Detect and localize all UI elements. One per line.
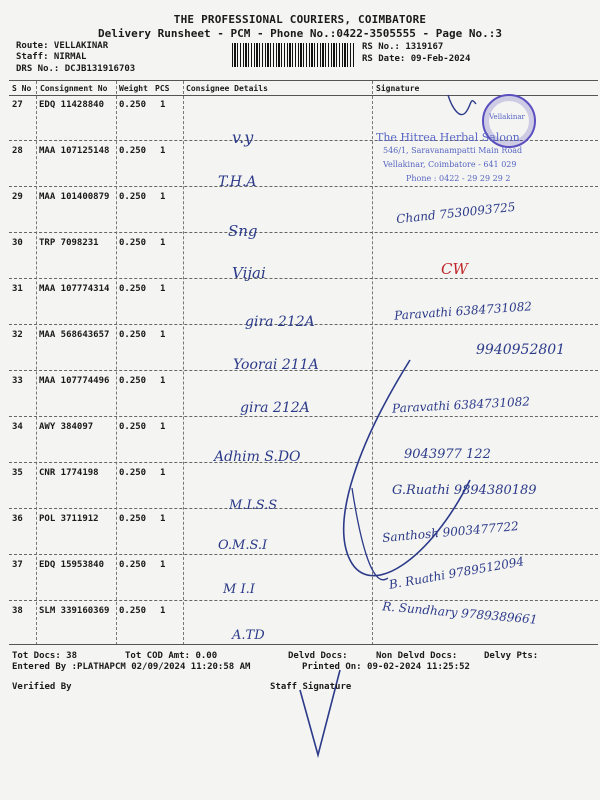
verified-by: Verified By [12, 682, 72, 692]
handwritten-signature: 9043977 122 [404, 447, 491, 462]
stamp-city: Vellakinar, Coimbatore - 641 029 [383, 160, 517, 169]
handwritten-consignee: Sng [228, 222, 258, 240]
delivery-points: Delvy Pts: [484, 651, 539, 661]
row-weight: 0.250 [119, 514, 147, 524]
handwritten-consignee: Yoorai 211A [233, 357, 319, 373]
row-pcs: 1 [160, 284, 166, 294]
stamp-address: 546/1, Saravanampatti Main Road [383, 146, 523, 155]
handwritten-signature: R. Sundhary 9789389661 [381, 599, 538, 627]
row-sno: 29 [12, 192, 23, 202]
handwritten-signature: Chand 7530093725 [395, 199, 517, 227]
drs-number: DRS No.: DCJB131916703 [16, 64, 136, 74]
scribble-stroke [352, 488, 388, 580]
row-weight: 0.250 [119, 284, 147, 294]
row-consignment-no: TRP 7098231 [39, 238, 99, 248]
stamp-shop-name: The Hitrea Herbal Saloon [376, 131, 520, 144]
row-pcs: 1 [160, 100, 166, 110]
company-title: THE PROFESSIONAL COURIERS, COIMBATORE [173, 13, 427, 26]
handwritten-signature: 9940952801 [476, 342, 566, 358]
table-bottom-rule [9, 644, 598, 645]
row-sno: 38 [12, 606, 23, 616]
row-sno: 35 [12, 468, 23, 478]
col-weight: Weight [119, 84, 148, 93]
seal-text: Vellakinar [489, 113, 525, 121]
row-sno: 36 [12, 514, 23, 524]
total-docs: Tot Docs: 38 [12, 651, 78, 661]
row-pcs: 1 [160, 606, 166, 616]
col-pcs: PCS [155, 84, 170, 93]
row-pcs: 1 [160, 192, 166, 202]
handwritten-consignee: M.I.S.S [229, 498, 278, 513]
row-pcs: 1 [160, 422, 166, 432]
row-sno: 32 [12, 330, 23, 340]
handwritten-consignee: A.TD [232, 628, 265, 643]
row-consignment-no: EDQ 11428840 [39, 100, 105, 110]
row-weight: 0.250 [119, 560, 147, 570]
row-sno: 34 [12, 422, 23, 432]
stamp-phone: Phone : 0422 - 29 29 29 2 [406, 174, 511, 183]
row-consignment-no: MAA 107774496 [39, 376, 110, 386]
handwritten-consignee: M I.I [223, 582, 255, 597]
handwritten-consignee: O.M.S.I [218, 538, 268, 553]
row-weight: 0.250 [119, 146, 147, 156]
row-consignment-no: MAA 107125148 [39, 146, 110, 156]
row-consignment-no: MAA 107774314 [39, 284, 110, 294]
col-signature: Signature [376, 84, 420, 93]
row-sno: 33 [12, 376, 23, 386]
staff-signature-label: Staff Signature [270, 682, 352, 692]
printed-on: Printed On: 09-02-2024 11:25:52 [302, 662, 470, 672]
row-consignment-no: POL 3711912 [39, 514, 99, 524]
handwritten-signature: B. Ruathi 9789512094 [387, 554, 526, 592]
row-weight: 0.250 [119, 192, 147, 202]
row-sno: 27 [12, 100, 23, 110]
row-consignment-no: SLM 339160369 [39, 606, 110, 616]
scribble-stroke [448, 95, 476, 115]
handwritten-signature: G.Ruathi 9894380189 [392, 483, 537, 498]
staff: Staff: NIRMAL [16, 52, 87, 62]
col-sno: S No [12, 84, 32, 93]
row-pcs: 1 [160, 376, 166, 386]
row-pcs: 1 [160, 468, 166, 478]
row-weight: 0.250 [119, 330, 147, 340]
row-pcs: 1 [160, 514, 166, 524]
handwritten-consignee: gira 212A [240, 400, 310, 416]
row-consignment-no: MAA 101400879 [39, 192, 110, 202]
handwritten-consignee: T.H.A [218, 174, 257, 190]
entered-by: Entered By :PLATHAPCM 02/09/2024 11:20:58 AM [12, 662, 251, 672]
row-weight: 0.250 [119, 468, 147, 478]
row-weight: 0.250 [119, 100, 147, 110]
row-pcs: 1 [160, 238, 166, 248]
row-weight: 0.250 [119, 238, 147, 248]
route: Route: VELLAKINAR [16, 41, 109, 51]
col-consignee: Consignee Details [186, 84, 268, 93]
handwritten-signature: Paravathi 6384731082 [391, 394, 531, 416]
row-consignment-no: CNR 1774198 [39, 468, 99, 478]
row-weight: 0.250 [119, 606, 147, 616]
row-consignment-no: AWY 384097 [39, 422, 94, 432]
handwritten-consignee: v.y [232, 128, 254, 147]
rs-date: RS Date: 09-Feb-2024 [362, 54, 471, 64]
non-delivered-docs: Non Delvd Docs: [376, 651, 458, 661]
handwritten-consignee: Adhim S.DO [214, 449, 301, 465]
row-weight: 0.250 [119, 376, 147, 386]
handwritten-signature: CW [441, 260, 468, 278]
handwritten-signature: Santhosh 9003477722 [381, 519, 520, 545]
row-consignment-no: EDQ 15953840 [39, 560, 105, 570]
col-consignment: Consignment No [40, 84, 108, 93]
runsheet-subtitle: Delivery Runsheet - PCM - Phone No.:0422-3505555 - Page No.:3 [98, 27, 502, 40]
row-pcs: 1 [160, 560, 166, 570]
row-sno: 31 [12, 284, 23, 294]
handwritten-consignee: Vijai [232, 264, 266, 282]
handwritten-consignee: gira 212A [245, 314, 315, 330]
handwritten-signature: Paravathi 6384731082 [393, 299, 533, 323]
rs-number: RS No.: 1319167 [362, 42, 444, 52]
total-cod: Tot COD Amt: 0.00 [125, 651, 218, 661]
row-pcs: 1 [160, 330, 166, 340]
row-pcs: 1 [160, 146, 166, 156]
delivered-docs: Delvd Docs: [288, 651, 348, 661]
row-sno: 37 [12, 560, 23, 570]
row-sno: 30 [12, 238, 23, 248]
row-consignment-no: MAA 568643657 [39, 330, 110, 340]
row-weight: 0.250 [119, 422, 147, 432]
row-sno: 28 [12, 146, 23, 156]
